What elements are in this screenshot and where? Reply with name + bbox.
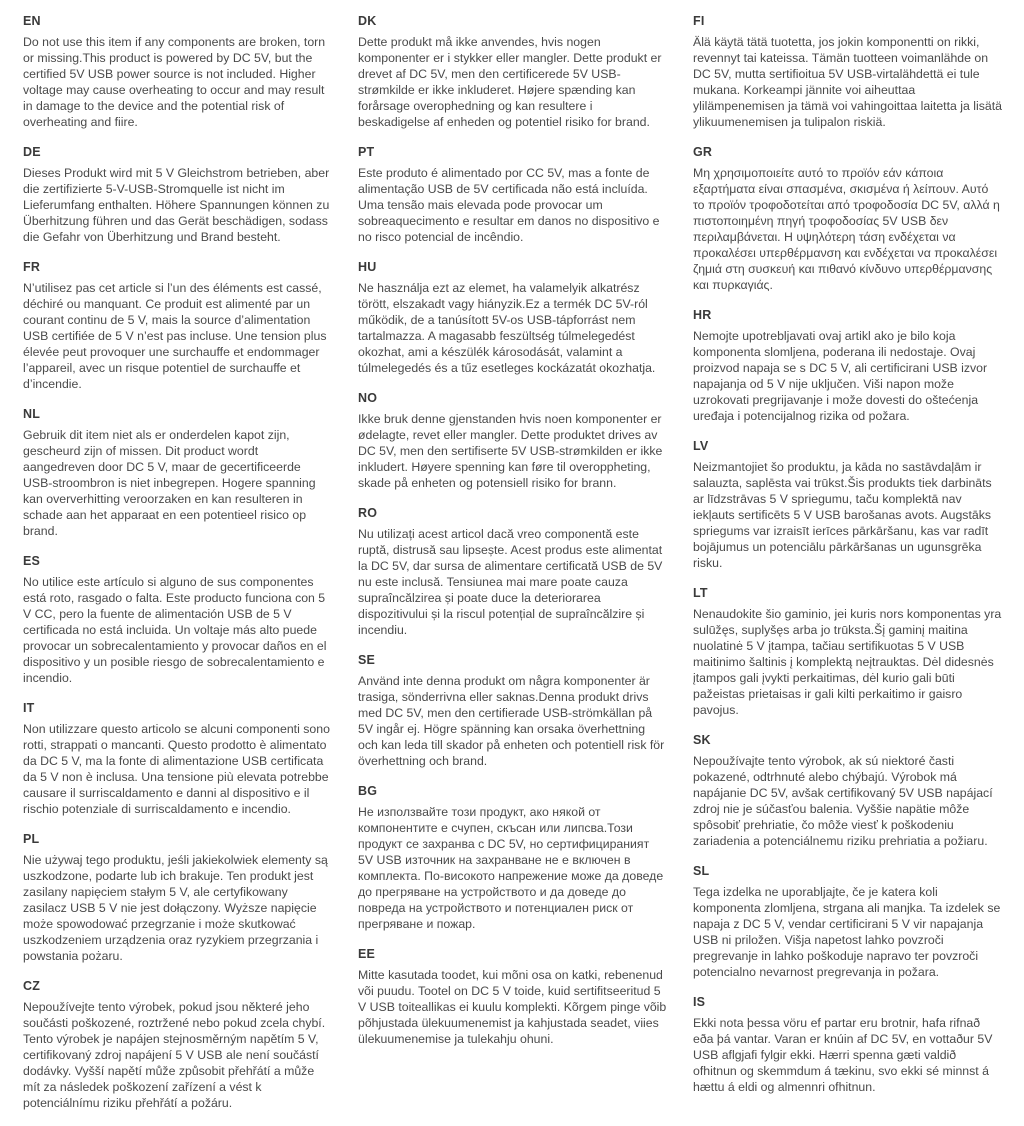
language-code-heading: EN [23,14,41,28]
language-text: Mitte kasutada toodet, kui mõni osa on katki, rebenenud või puudu. Tootel on DC 5 V toide, kuid sertifitseeritud 5 V USB toiteallikas ei kuulu komplekti. Kõrgem pinge võib põhjustada ülekuumenemist ja kahjustada seadet, viies ülekuumenemise ja tulekahju ohuni. [358,968,667,1046]
language-section-lt [693,586,1002,718]
language-text: Gebruik dit item niet als er onderdelen kapot zijn, gescheurd zijn of missen. Dit product wordt aangedreven door DC 5 V, maar de gecertificeerde USB-stroombron is niet inbegrepen. Hogere spanning kan oververhitting veroorzaken en kan resulteren in schade aan het apparaat en een potentieel risico op brand. [23,428,316,538]
language-code-heading: BG [358,784,378,798]
language-section-ee [358,947,667,1047]
language-text: Nie używaj tego produktu, jeśli jakiekolwiek elementy są uszkodzone, podarte lub ich brakuje. Ten produkt jest zasilany napięciem stałym 5 V, ale certyfikowany zasilacz USB 5 V nie jest dołączony. Wyższe napięcie może spowodować przegrzanie i może skutkować uszkodzeniem urządzenia oraz ryzykiem przegrzania i powstania pożaru. [23,853,328,963]
language-section-cz [23,979,332,1111]
language-section-hr [693,308,1002,424]
language-text: Använd inte denna produkt om några komponenter är trasiga, sönderrivna eller saknas.Denna produkt drivs med DC 5V, men den certifierade USB-strömkällan på 5V ingår ej. Högre spänning kan orsaka överhettning och kan leda till skador på enheten och potentiell risk för överhettning och brand. [358,674,665,768]
language-code-heading: FR [23,260,41,274]
language-text: Nepoužívejte tento výrobek, pokud jsou některé jeho součásti poškozené, roztržené nebo pokud zcela chybí. Tento výrobek je napájen stejnosměrným napětím 5 V, certifikovaný zdroj napájení 5 V USB ale není součástí dodávky. Vyšší napětí může způsobit přehřátí a může mít za následek poškození zařízení a vést k potenciálnímu riziku přehřátí a požáru. [23,1000,326,1110]
language-section-no [358,391,667,491]
language-text: Este produto é alimentado por CC 5V, mas a fonte de alimentação USB de 5V certificada não está incluída. Uma tensão mais elevada pode provocar um sobreaquecimento e resultar em danos no dispositivo e no risco potencial de incêndio. [358,166,660,244]
language-text: Ekki nota þessa vöru ef partar eru brotnir, hafa rifnað eða þá vantar. Varan er knúin af DC 5V, en vottaður 5V USB aflgjafi fylgir ekki. Hærri spenna gæti valdið ofhitnun og skemmdum á tækinu, svo ekki sé minnst á hættu á eldi og almennri ofhitnun. [693,1016,993,1094]
language-text: Μη χρησιμοποιείτε αυτό το προϊόν εάν κάποια εξαρτήματα είναι σπασμένα, σκισμένα ή λείπουν. Αυτό το προϊόν τροφοδοτείται από τροφοδοσία DC 5V, αλλά η πιστοποιημένη πηγή τροφοδοσίας 5V USB δεν περιλαμβάνεται. Η υψηλότερη τάση ενδέχεται να προκαλέσει υπερθέρμανση και ενδέχεται να προκαλέσει ζημιά στη συσκευή και πιθανό κίνδυνο υπερθέρμανσης και πυρκαγιάς. [693,166,1000,292]
language-text: Älä käytä tätä tuotetta, jos jokin komponentti on rikki, revennyt tai kateissa. Tämän tuotteen voimanlähde on DC 5V, mutta sertifioitua 5V USB-virtalähdettä ei tule mukana. Korkeampi jännite voi aiheuttaa ylilämpenemisen ja tämä voi vahingoittaa laitetta ja lisätä ylikuumenemisen ja tulipalon riskiä. [693,35,1002,129]
language-section-es [23,554,332,686]
language-code-heading: IS [693,995,706,1009]
language-code-heading: GR [693,145,713,159]
language-code-heading: EE [358,947,376,961]
language-section-de [23,145,332,245]
language-section-pt [358,145,667,245]
language-code-heading: LV [693,439,709,453]
language-code-heading: ES [23,554,41,568]
language-code-heading: DK [358,14,377,28]
language-section-pl [23,832,332,964]
language-section-sk [693,733,1002,849]
language-section-lv [693,439,1002,571]
language-code-heading: IT [23,701,35,715]
language-text: Neizmantojiet šo produktu, ja kāda no sastāvdaļām ir salauzta, saplēsta vai trūkst.Šis produkts tiek darbināts ar līdzstrāvas 5 V spriegumu, taču komplektā nav iekļauts sertificēts 5 V USB barošanas avots. Augstāks spriegums var izraisīt ierīces pārkāršanu, kas var radīt bojājumus un potenciālu pārkāršanas un ugunsgrēka risku. [693,460,992,570]
language-code-heading: RO [358,506,378,520]
language-text: Ikke bruk denne gjenstanden hvis noen komponenter er ødelagte, revet eller mangler. Dette produktet drives av DC 5V, men den sertifiserte 5V USB-strømkilden er ikke inkludert. Høyere spenning kan føre til overoppheting, skade på enheten og potensiell risiko for brann. [358,412,663,490]
language-section-is [693,995,1002,1095]
language-section-se [358,653,667,769]
language-code-heading: NO [358,391,378,405]
language-text: Tega izdelka ne uporabljajte, če je katera koli komponenta zlomljena, strgana ali manjka. Ta izdelek se napaja z DC 5 V, vendar certificirani 5 V vir napajanja USB ni priložen. Višja napetost lahko povzroči pregrevanje in lahko poškoduje napravo ter povzroči potencialno nevarnost pregrevanja in požara. [693,885,1001,979]
language-section-sl [693,864,1002,980]
language-code-heading: FI [693,14,705,28]
language-text: Dette produkt må ikke anvendes, hvis nogen komponenter er i stykker eller mangler. Dette produkt er drevet af DC 5V, men den certificerede 5V USB-strømkilde er ikke inkluderet. Højere spænding kan forårsage overophedning og kan resultere i beskadigelse af enheden og potentiel risiko for brand. [358,35,662,129]
language-text: Не използвайте този продукт, ако някой от компонентите е счупен, скъсан или липсва.Този продукт се захранва с DC 5V, но сертифицираният 5V USB източник на захранване не е включен в комплекта. По-високото напрежение може да доведе до прегряване на устройството и да доведе до повреда на устройството и потенциален риск от прегряване и пожар. [358,805,664,931]
column-1 [23,14,332,1126]
language-section-ro [358,506,667,638]
language-section-bg [358,784,667,932]
language-section-en [23,14,332,130]
language-section-it [23,701,332,817]
language-text: Nemojte upotrebljavati ovaj artikl ako je bilo koja komponenta slomljena, poderana ili nedostaje. Ovaj proizvod napaja se s DC 5 V, ali certificirani USB izvor napajanja od 5 V nije uključen. Viši napon može uzrokovati pregrijavanje i može dovesti do oštećenja uređaja i potencijalnog rizika od požara. [693,329,988,423]
language-code-heading: CZ [23,979,41,993]
language-text: Do not use this item if any components are broken, torn or missing.This product is powered by DC 5V, but the certified 5V USB power source is not included. Higher voltage may cause overheating to occur and may result in damage to the device and the potential risk of overheating and fiire. [23,35,326,129]
column-2 [358,14,667,1126]
language-section-gr [693,145,1002,293]
language-code-heading: SE [358,653,376,667]
language-text: N’utilisez pas cet article si l’un des éléments est cassé, déchiré ou manquant. Ce produit est alimenté par un courant continu de 5 V, mais la source d’alimentation USB certifiée de 5 V n’est pas incluse. Une tension plus élevée peut provoquer une surchauffe et endommager l’appareil, avec un risque potentiel de surchauffe et d’incendie. [23,281,327,391]
language-text: Non utilizzare questo articolo se alcuni componenti sono rotti, strappati o mancanti. Questo prodotto è alimentato da DC 5 V, ma la fonte di alimentazione USB certificata da 5 V non è inclusa. Una tensione più elevata potrebbe causare il surriscaldamento e danni al dispositivo e il rischio potenziale di surriscaldamento e incendio. [23,722,330,816]
language-text: Ne használja ezt az elemet, ha valamelyik alkatrész törött, elszakadt vagy hiányzik.Ez a termék DC 5V-ról működik, de a tanúsított 5V-os USB-tápforrást nem tartalmazza. A magasabb feszültség túlmelegedést okozhat, ami a készülék károsodását, valamint a túlmelegedés és a tűz esetleges kockázatát okozhatja. [358,281,656,375]
language-section-nl [23,407,332,539]
language-text: Dieses Produkt wird mit 5 V Gleichstrom betrieben, aber die zertifizierte 5-V-USB-Stromquelle ist nicht im Lieferumfang enthalten. Höhere Spannungen können zu Überhitzung führen und das Gerät beschädigen, sodass die Gefahr von Überhitzung und Brand besteht. [23,166,330,244]
language-code-heading: HR [693,308,712,322]
language-section-fr [23,260,332,392]
language-section-fi [693,14,1002,130]
language-code-heading: HU [358,260,377,274]
language-code-heading: PL [23,832,40,846]
language-text: Nepoužívajte tento výrobok, ak sú niektoré časti pokazené, odtrhnuté alebo chýbajú. Výrobok má napájanie DC 5V, avšak certifikovaný 5V USB napájací zdroj nie je súčasťou balenia. Vyššie napätie môže spôsobiť prehriatie, čo môže viesť k poškodeniu zariadenia a potenciálnemu riziku prehriatia a požiaru. [693,754,993,848]
column-3 [693,14,1002,1126]
language-code-heading: SK [693,733,711,747]
language-text: Nenaudokite šio gaminio, jei kuris nors komponentas yra sulūžęs, suplyšęs arba jo trūksta.Šį gaminį maitina nuolatinė 5 V įtampa, tačiau sertifikuotas 5 V USB maitinimo šaltinis į komplektą neįtrauktas. Dėl didesnės įtampos gali įvykti perkaitimas, dėl kurio gali būti pažeistas prietaisas ir gali kilti perkaitimo ir gaisro pavojus. [693,607,1002,717]
language-code-heading: LT [693,586,708,600]
language-code-heading: NL [23,407,41,421]
language-section-hu [358,260,667,376]
language-code-heading: PT [358,145,375,159]
language-section-dk [358,14,667,130]
language-text: No utilice este artículo si alguno de sus componentes está roto, rasgado o falta. Este producto funciona con 5 V CC, pero la fuente de alimentación USB de 5 V certificada no está incluida. Un voltaje más alto puede provocar un sobrecalentamiento y provocar daños en el dispositivo y un posible riesgo de sobrecalentamiento e incendio. [23,575,327,685]
language-text: Nu utilizați acest articol dacă vreo componentă este ruptă, distrusă sau lipsește. Acest produs este alimentat la DC 5V, dar sursa de alimentare certificată USB de 5V nu este inclusă. Tensiunea mai mare poate cauza supraîncălzirea și poate duce la deteriorarea dispozitivului și la riscul potențial de supraîncălzire și incendiu. [358,527,663,637]
language-code-heading: DE [23,145,41,159]
language-code-heading: SL [693,864,710,878]
